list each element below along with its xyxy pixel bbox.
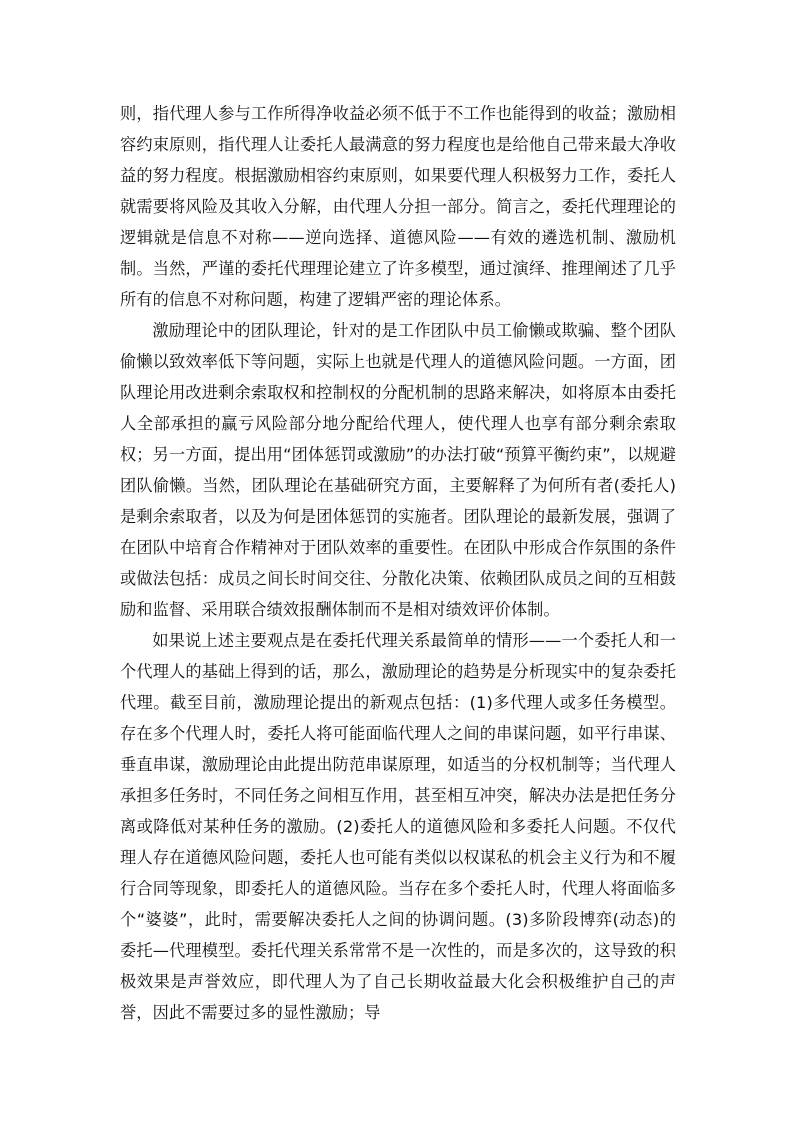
paragraph-3: 如果说上述主要观点是在委托代理关系最简单的情形——一个委托人和一个代理人的基础上得到的话，那么，激励理论的趋势是分析现实中的复杂委托代理。截至目前，激励理论提出的新观点包括：(1)多代理人或多任务模型。存在多个代理人时，委托人将可能面临代理人之间的串谋问题，如平行串谋、垂直串谋，激励理论由此提出防范串谋原理，如适当的分权机制等；当代理人承担多任务时，不同任务之间相互作用，甚至相互冲突，解决办法是把任务分离或降低对某种任务的激励。(2)委托人的道德风险和多委托人问题。不仅代理人存在道德风险问题，委托人也可能有类似以权谋私的机会主义行为和不履行合同等现象，即委托人的道德风险。当存在多个委托人时，代理人将面临多个“婆婆”，此时，需要解决委托人之间的协调问题。(3)多阶段博弈(动态)的委托—代理模型。委托代理关系常常不是一次性的，而是多次的，这导致的积极效果是声誉效应，即代理人为了自己长期收益最大化会积极维护自己的声誉，因此不需要过多的显性激励；导: [120, 631, 676, 1022]
paragraph-2: 激励理论中的团队理论，针对的是工作团队中员工偷懒或欺骗、整个团队偷懒以致效率低下等问题，实际上也就是代理人的道德风险问题。一方面，团队理论用改进剩余索取权和控制权的分配机制的思路来解决，如将原本由委托人全部承担的赢亏风险部分地分配给代理人，使代理人也享有部分剩余索取权；另一方面，提出用“团体惩罚或激励”的办法打破“预算平衡约束”，以规避团队偷懒。当然，团队理论在基础研究方面，主要解释了为何所有者(委托人)是剩余索取者，以及为何是团体惩罚的实施者。团队理论的最新发展，强调了在团队中培育合作精神对于团队效率的重要性。在团队中形成合作氛围的条件或做法包括：成员之间长时间交往、分散化决策、依赖团队成员之间的互相鼓励和监督、采用联合绩效报酬体制而不是相对绩效评价体制。: [120, 321, 676, 619]
document-body: [120, 98, 676, 1028]
paragraph-1: 则，指代理人参与工作所得净收益必须不低于不工作也能得到的收益；激励相容约束原则，指代理人让委托人最满意的努力程度也是给他自己带来最大净收益的努力程度。根据激励相容约束原则，如果要代理人积极努力工作，委托人就需要将风险及其收入分解，由代理人分担一部分。简言之，委托代理理论的逻辑就是信息不对称——逆向选择、道德风险——有效的遴选机制、激励机制。当然，严谨的委托代理理论建立了许多模型，通过演绎、推理阐述了几乎所有的信息不对称问题，构建了逻辑严密的理论体系。: [120, 104, 676, 309]
